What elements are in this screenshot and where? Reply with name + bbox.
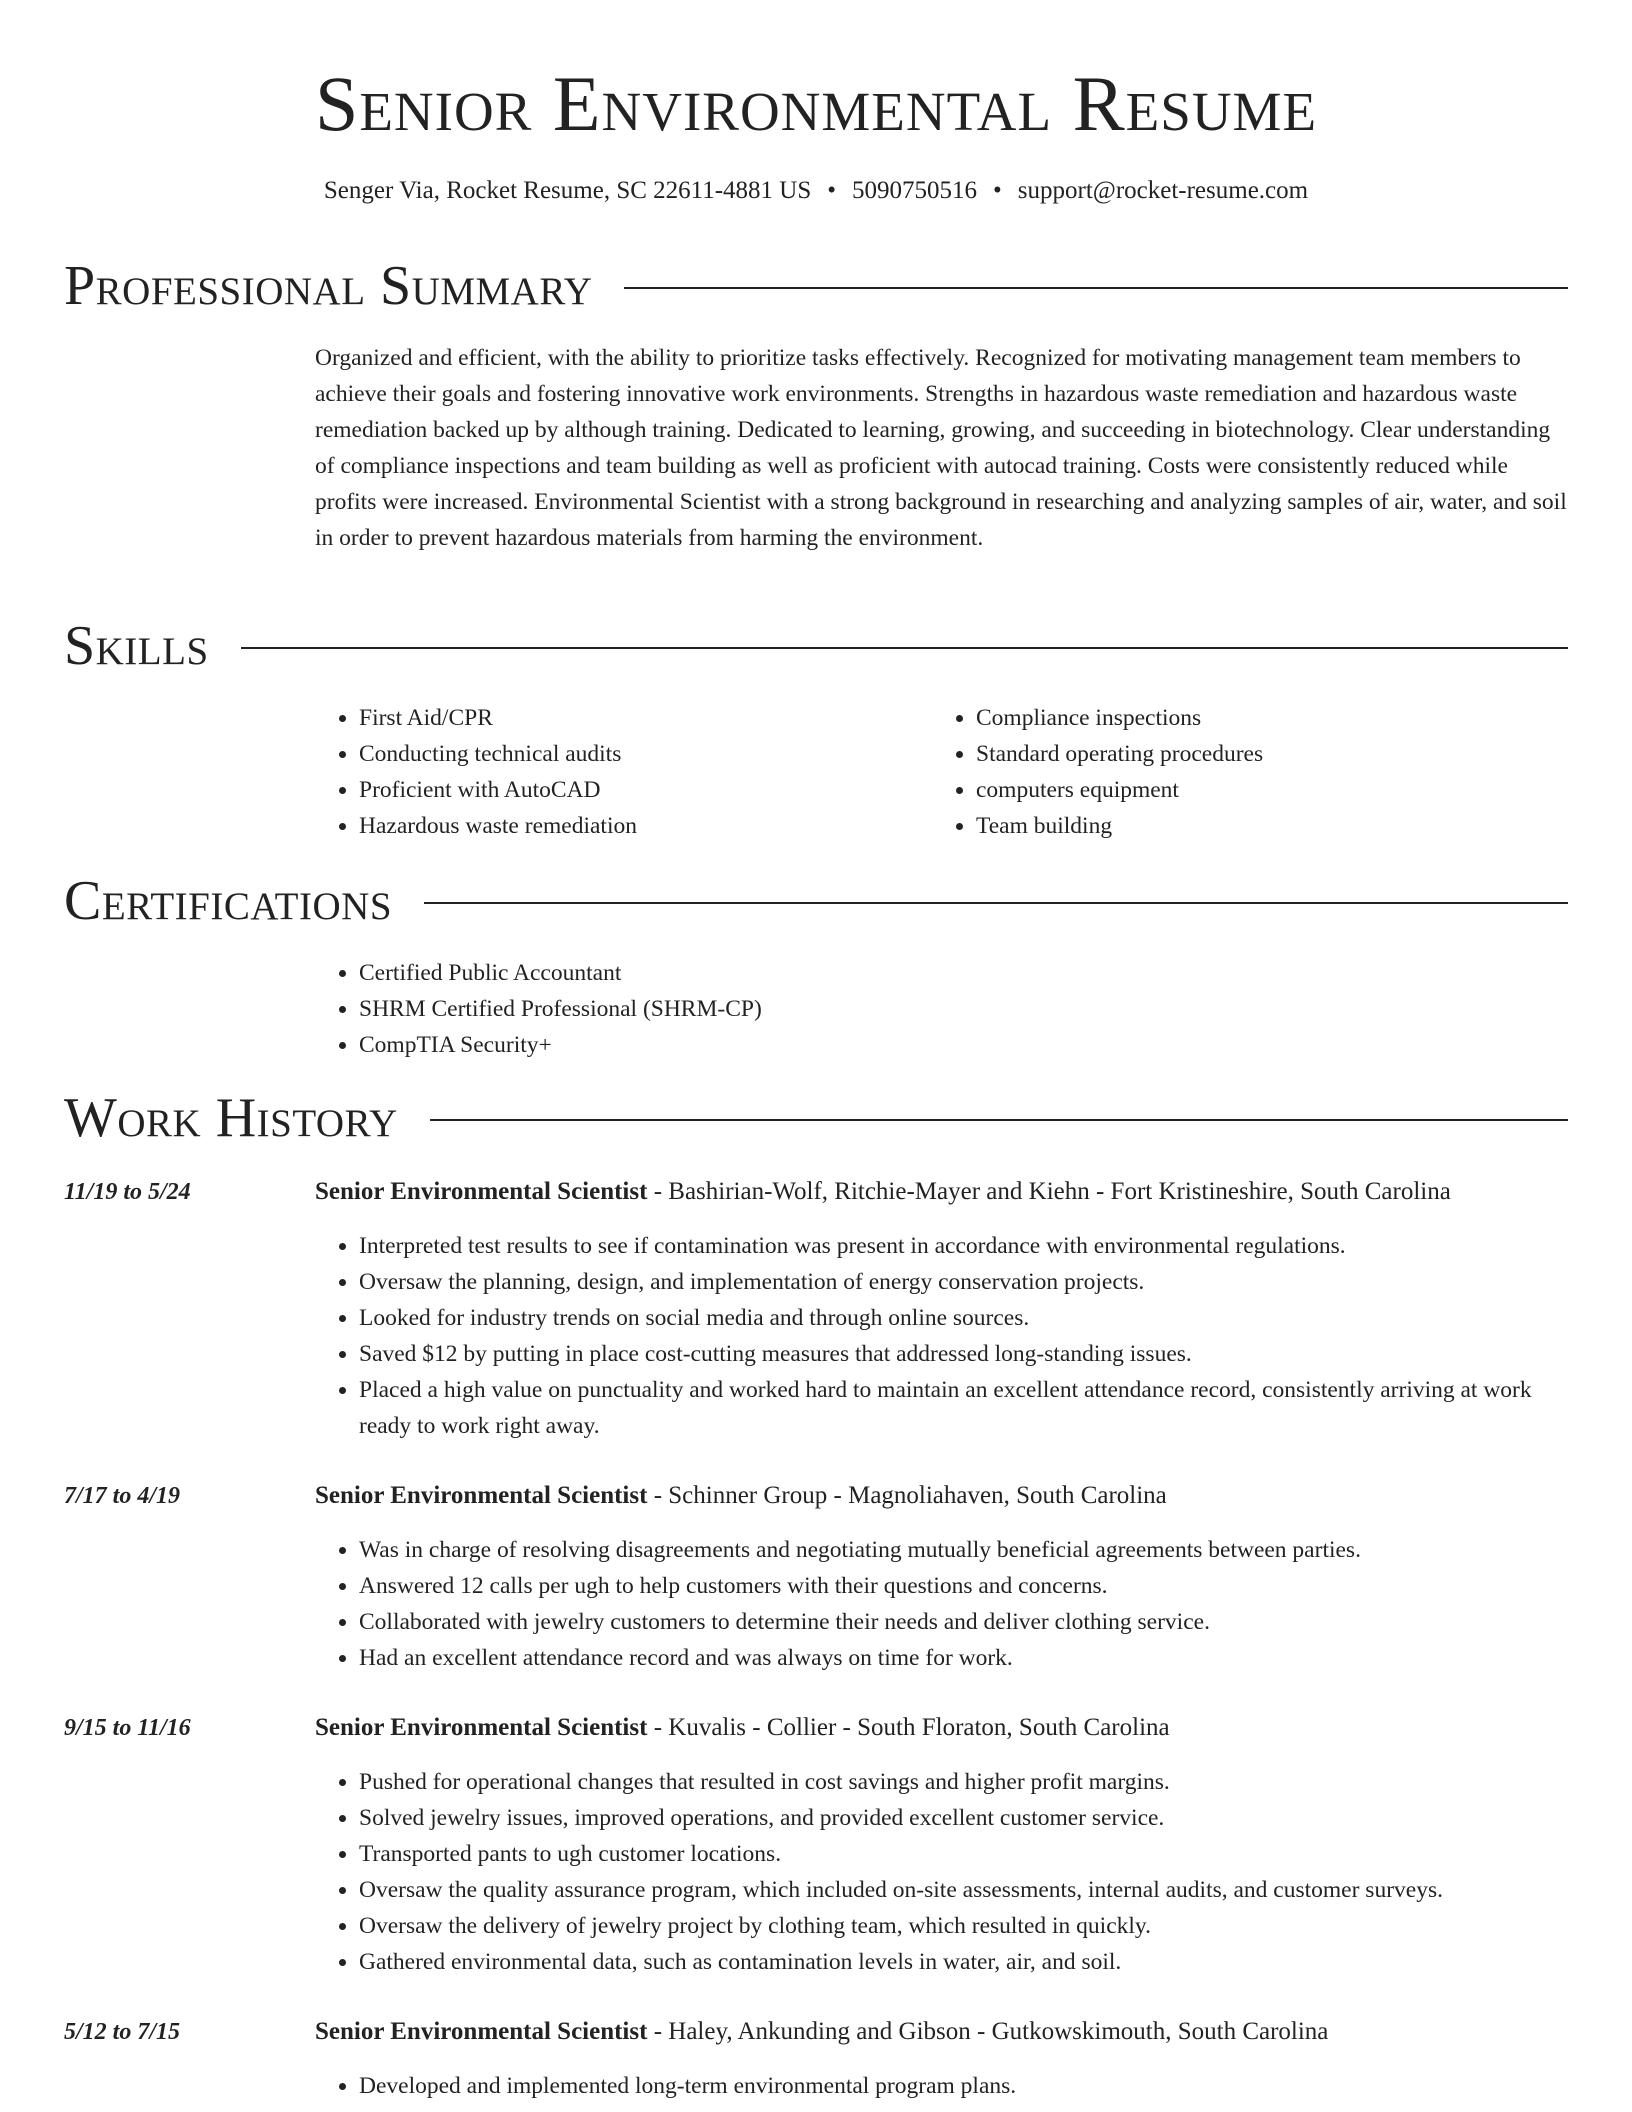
contact-line	[0, 176, 1632, 206]
skills-column-left	[315, 700, 932, 844]
contact-address: Senger Via, Rocket Resume, SC 22611-4881 US	[323, 177, 812, 204]
skill-item: • Conducting technical audits	[359, 736, 932, 772]
job-bullet: • Oversaw the delivery of jewelry project by clothing team, which resulted in quickly.	[359, 1908, 1568, 1944]
job-employer: - Haley, Ankunding and Gibson - Gutkowskimouth, South Carolina	[647, 2018, 1329, 2045]
certification-item: • CompTIA Security+	[359, 1027, 1568, 1063]
skill-item: • Team building	[976, 808, 1549, 844]
skill-item: • Proficient with AutoCAD	[359, 772, 932, 808]
section-title-summary: Professional Summary	[64, 255, 593, 317]
job-bullet: • Was in charge of resolving disagreements and negotiating mutually beneficial agreements between parties.	[359, 1532, 1568, 1568]
section-divider	[241, 647, 1568, 649]
section-divider	[430, 1119, 1568, 1121]
contact-phone: 5090750516	[852, 177, 978, 204]
job-bullet: • Collaborated with jewelry customers to determine their needs and deliver clothing service.	[359, 1604, 1568, 1640]
contact-separator: •	[993, 177, 1002, 204]
job-title: Senior Environmental Scientist	[315, 1178, 648, 1205]
section-divider	[424, 902, 1568, 904]
skill-item: • First Aid/CPR	[359, 700, 932, 736]
job-bullet: • Had an excellent attendance record and was always on time for work.	[359, 1640, 1568, 1676]
job-bullet: • Saved $12 by putting in place cost-cutting measures that addressed long-standing issues.	[359, 1336, 1568, 1372]
job-dates: 7/17 to 4/19	[64, 1483, 181, 1509]
job-header	[315, 1478, 1568, 1514]
job-bullet: • Placed a high value on punctuality and worked hard to maintain an excellent attendance record, consistently arriving at work ready to work right away.	[359, 1372, 1568, 1444]
skills-column-right	[932, 700, 1549, 844]
job-bullet: • Interpreted test results to see if contamination was present in accordance with environmental regulations.	[359, 1228, 1568, 1264]
section-divider	[624, 287, 1568, 289]
certifications-list	[315, 955, 1568, 1063]
contact-separator: •	[827, 177, 837, 204]
section-title-work-history: Work History	[64, 1087, 398, 1149]
job-bullets	[315, 1228, 1568, 1444]
skill-item: • Compliance inspections	[976, 700, 1549, 736]
job-header	[315, 2014, 1568, 2050]
section-header-skills	[64, 614, 1568, 678]
job-bullets	[315, 2068, 1568, 2104]
job-header	[315, 1710, 1568, 1746]
section-header-work-history	[64, 1086, 1568, 1150]
job-dates: 5/12 to 7/15	[64, 2019, 181, 2045]
job-bullet: • Looked for industry trends on social media and through online sources.	[359, 1300, 1568, 1336]
job-dates: 11/19 to 5/24	[64, 1179, 191, 1205]
section-title-skills: Skills	[64, 615, 209, 677]
job-title: Senior Environmental Scientist	[315, 2018, 648, 2045]
resume-title: Senior Environmental Resume	[314, 60, 1318, 147]
job-bullet: • Answered 12 calls per ugh to help customers with their questions and concerns.	[359, 1568, 1568, 1604]
skill-item: • Standard operating procedures	[976, 736, 1549, 772]
job-bullets	[315, 1764, 1568, 1980]
job-employer: - Kuvalis - Collier - South Floraton, South Carolina	[647, 1714, 1170, 1741]
job-bullet: • Gathered environmental data, such as contamination levels in water, air, and soil.	[359, 1944, 1568, 1980]
job-employer: - Schinner Group - Magnoliahaven, South Carolina	[647, 1482, 1167, 1509]
job-title: Senior Environmental Scientist	[315, 1482, 648, 1509]
contact-email: support@rocket-resume.com	[1017, 177, 1309, 204]
section-header-summary	[64, 254, 1568, 318]
job-bullets	[315, 1532, 1568, 1676]
job-header	[315, 1174, 1568, 1210]
job-bullet: • Oversaw the planning, design, and implementation of energy conservation projects.	[359, 1264, 1568, 1300]
job-bullet: • Oversaw the quality assurance program, which included on-site assessments, internal audits, and customer surveys.	[359, 1872, 1568, 1908]
skill-item: • Hazardous waste remediation	[359, 808, 932, 844]
certification-item: • Certified Public Accountant	[359, 955, 1568, 991]
certification-item: • SHRM Certified Professional (SHRM-CP)	[359, 991, 1568, 1027]
job-bullet: • Solved jewelry issues, improved operations, and provided excellent customer service.	[359, 1800, 1568, 1836]
job-bullet: • Transported pants to ugh customer locations.	[359, 1836, 1568, 1872]
job-bullet: • Developed and implemented long-term environmental program plans.	[359, 2068, 1568, 2104]
section-title-certifications: Certifications	[64, 870, 393, 932]
job-title: Senior Environmental Scientist	[315, 1714, 648, 1741]
job-employer: - Bashirian-Wolf, Ritchie-Mayer and Kiehn - Fort Kristineshire, South Carolina	[647, 1178, 1451, 1205]
job-dates: 9/15 to 11/16	[64, 1715, 191, 1741]
skill-item: • computers equipment	[976, 772, 1549, 808]
summary-text: Organized and efficient, with the ability to prioritize tasks effectively. Recognized for motivating management team members to achieve their goals and fostering innovative work environments. Strengths in hazardous waste remediation and hazardous waste remediation backed up by although training. Dedicated to learning, growing, and succeeding in biotechnology. Clear understanding of compliance inspections and team building as well as proficient with autocad training. Costs were consistently reduced while profits were increased. Environmental Scientist with a strong background in researching and analyzing samples of air, water, and soil in order to prevent hazardous materials from harming the environment.	[315, 345, 1567, 551]
job-bullet: • Pushed for operational changes that resulted in cost savings and higher profit margins.	[359, 1764, 1568, 1800]
section-header-certifications	[64, 869, 1568, 933]
skills-list	[315, 700, 1568, 844]
